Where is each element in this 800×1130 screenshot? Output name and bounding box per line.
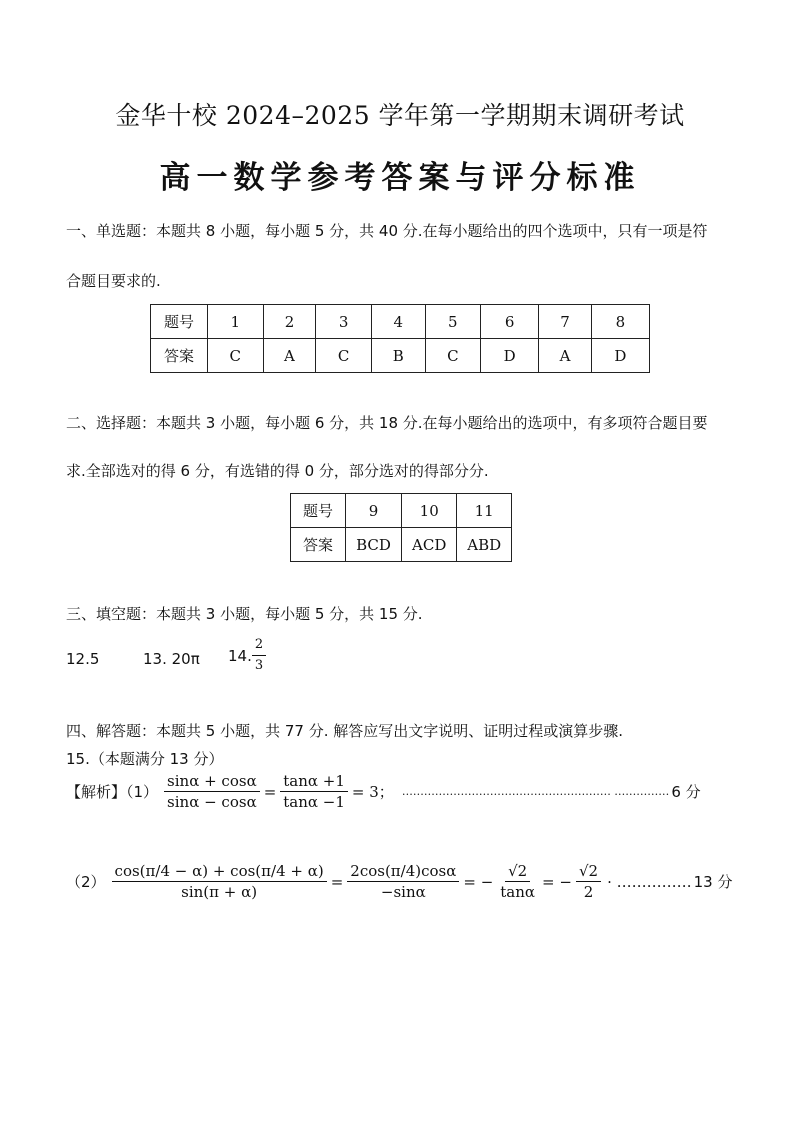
document-subtitle: 高一数学参考答案与评分标准 xyxy=(159,160,641,196)
question-number-cell: 4 xyxy=(371,305,425,339)
score-leader-dots: · …………… xyxy=(607,872,692,891)
question-number-cell: 3 xyxy=(316,305,372,339)
table-header-cell: 答案 xyxy=(291,528,346,562)
document-title: 金华十校 2024–2025 学年第一学期期末调研考试 xyxy=(115,101,685,130)
question-number-cell: 5 xyxy=(425,305,481,339)
fraction-denominator: sin(π + α) xyxy=(181,883,258,901)
fraction-numerator: 2 xyxy=(252,636,266,656)
answer-cell: A xyxy=(263,339,316,373)
fraction xyxy=(112,862,327,901)
answer-cell: D xyxy=(591,339,649,373)
equals-sign: = xyxy=(263,782,277,801)
section1-intro-line2: 合题目要求的. xyxy=(66,272,161,290)
table-header-cell: 题号 xyxy=(291,494,346,528)
table-header-cell: 题号 xyxy=(151,305,208,339)
solution-label: 【解析】（1） xyxy=(66,783,159,801)
fraction-denominator: 3 xyxy=(254,658,264,673)
fraction xyxy=(497,862,538,901)
score-label: 6 分 xyxy=(671,783,701,801)
answer-cell: ABD xyxy=(457,528,512,562)
question-number-cell: 11 xyxy=(457,494,512,528)
answer-cell: B xyxy=(371,339,425,373)
answer-cell: A xyxy=(539,339,592,373)
question-number-cell: 8 xyxy=(591,305,649,339)
fraction-denominator: −sinα xyxy=(380,883,426,901)
question-number-cell: 9 xyxy=(346,494,402,528)
table-row xyxy=(151,305,650,339)
score-leader-dots: ………………………………………………… …………… xyxy=(401,785,670,798)
fill-answer-14 xyxy=(228,636,266,675)
answer-cell: C xyxy=(316,339,372,373)
answer-cell: ACD xyxy=(402,528,457,562)
equals-minus-sign: = − xyxy=(542,872,572,891)
table-row xyxy=(291,494,512,528)
fill-answer-13: 13. 20π xyxy=(143,650,200,668)
answer-cell: D xyxy=(481,339,539,373)
score-label: 13 分 xyxy=(693,873,733,891)
table-header-cell: 答案 xyxy=(151,339,208,373)
answer-cell: C xyxy=(425,339,481,373)
result: = 3； xyxy=(351,783,394,801)
single-choice-answer-table xyxy=(150,304,650,373)
fraction-numerator: sinα + cosα xyxy=(164,772,260,792)
fraction xyxy=(164,772,260,811)
solution-label: （2） xyxy=(66,873,106,891)
question-number-cell: 10 xyxy=(402,494,457,528)
fraction-numerator: √2 xyxy=(576,862,601,882)
fill-answer-12: 12.5 xyxy=(66,650,100,668)
fraction xyxy=(280,772,348,811)
fraction-numerator: cos(π/4 − α) + cos(π/4 + α) xyxy=(112,862,327,882)
section4-intro: 四、解答题：本题共 5 小题，共 77 分. 解答应写出文字说明、证明过程或演算步骤. xyxy=(66,722,624,740)
q15-part2-solution xyxy=(66,862,732,901)
fraction xyxy=(252,636,266,675)
question-15-title: 15.（本题满分 13 分） xyxy=(66,750,224,768)
question-number-cell: 7 xyxy=(539,305,592,339)
table-row xyxy=(291,528,512,562)
section1-intro-line1: 一、单选题：本题共 8 小题，每小题 5 分，共 40 分.在每小题给出的四个选项中，只有一项是符 xyxy=(66,222,708,240)
equals-sign: = xyxy=(330,872,344,891)
fraction-denominator: sinα − cosα xyxy=(167,793,257,811)
fraction xyxy=(347,862,459,901)
fraction-denominator: tanα −1 xyxy=(283,793,345,811)
question-number-cell: 6 xyxy=(481,305,539,339)
equals-minus-sign: = − xyxy=(463,872,494,891)
fraction xyxy=(576,862,601,901)
fraction-denominator: 2 xyxy=(583,883,594,901)
q15-part1-solution xyxy=(66,772,701,811)
fraction-denominator: tanα xyxy=(500,883,536,901)
fraction-numerator: 2cos(π/4)cosα xyxy=(347,862,459,882)
section2-intro-line1: 二、选择题：本题共 3 小题，每小题 6 分，共 18 分.在每小题给出的选项中，有多项符合题目要 xyxy=(66,414,708,432)
section3-intro: 三、填空题：本题共 3 小题，每小题 5 分，共 15 分. xyxy=(66,605,423,623)
answer-cell: BCD xyxy=(346,528,402,562)
answer-cell: C xyxy=(208,339,264,373)
table-row xyxy=(151,339,650,373)
fraction-numerator: tanα +1 xyxy=(280,772,348,792)
question-number-cell: 2 xyxy=(263,305,316,339)
section2-intro-line2: 求.全部选对的得 6 分，有选错的得 0 分，部分选对的得部分分. xyxy=(66,462,489,480)
fraction-numerator: √2 xyxy=(505,862,530,882)
question-number-cell: 1 xyxy=(208,305,264,339)
multi-choice-answer-table xyxy=(290,493,512,562)
fill-answer-14-prefix: 14. xyxy=(228,646,252,665)
